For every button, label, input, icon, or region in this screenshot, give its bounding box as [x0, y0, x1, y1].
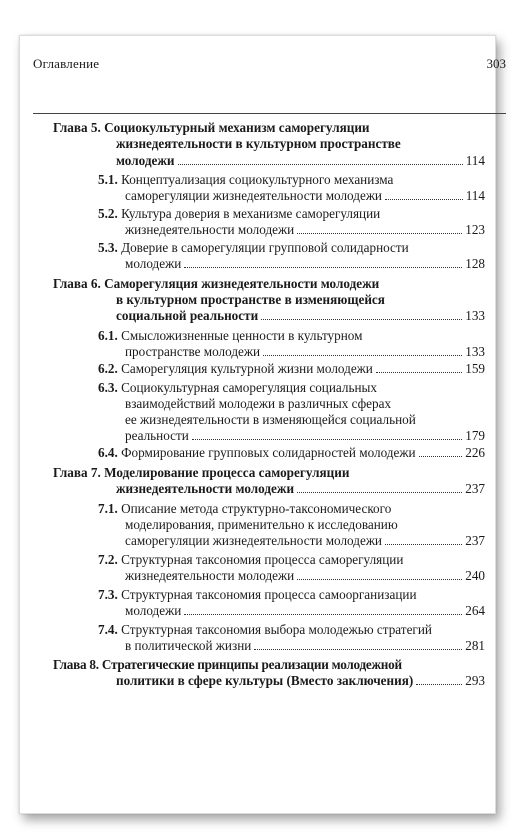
chapter-5-leader: [116, 153, 485, 169]
page-number: 226: [465, 445, 485, 460]
chapter-5-title-cont: жизнедеятельности в культурном пространстве: [116, 136, 401, 151]
section-5-3: [98, 240, 409, 256]
page-number: 133: [465, 344, 485, 359]
page-number: 114: [465, 153, 485, 168]
section-title-end: жизнедеятельности молодежи: [125, 568, 295, 583]
section-7-2: [98, 552, 403, 568]
chapter-6-title-cont: в культурном пространстве в изменяющейся: [116, 292, 385, 307]
section-7-2-leader: [125, 568, 485, 584]
section-title-end: молодежи: [125, 256, 182, 271]
chapter-7-title: Глава 7. Моделирование процесса саморегуляции: [53, 465, 350, 480]
page-number: 264: [465, 603, 485, 618]
section-title-end: реальности: [125, 428, 189, 443]
page-number: 240: [465, 568, 485, 583]
section-number: 7.4.: [98, 622, 118, 637]
section-6-1: [98, 328, 362, 344]
section-5-2-leader: [125, 222, 485, 238]
section-title: Структурная таксономия процесса самоорганизации: [121, 587, 417, 602]
dot-leader: [192, 438, 462, 440]
section-6-3-cont2: ее жизнедеятельности в изменяющейся социальной: [125, 412, 416, 427]
chapter-7-title-end: жизнедеятельности молодежи: [116, 481, 295, 496]
section-title-end: жизнедеятельности молодежи: [125, 222, 295, 237]
section-6-3-cont: взаимодействий молодежи в различных сферах: [125, 396, 392, 411]
section-title-end: пространстве молодежи: [125, 344, 261, 359]
section-number: 6.1.: [98, 328, 118, 343]
dot-leader: [297, 578, 462, 580]
section-title: Культура доверия в механизме саморегуляции: [121, 206, 381, 221]
dot-leader: [261, 318, 462, 320]
dot-leader: [178, 163, 463, 165]
section-title-end: саморегуляции жизнедеятельности молодежи: [125, 188, 382, 203]
section-7-4-leader: [125, 638, 485, 654]
section-6-1-leader: [125, 344, 485, 360]
section-number: 7.1.: [98, 501, 118, 516]
dot-leader: [184, 266, 462, 268]
section-number: 7.3.: [98, 587, 118, 602]
section-7-4: [98, 622, 432, 638]
chapter-5-title: Глава 5. Социокультурный механизм саморегуляции: [53, 120, 370, 135]
page-number: 128: [465, 256, 485, 271]
dot-leader: [416, 683, 462, 685]
section-6-3-leader: [125, 428, 485, 444]
section-6-3: [98, 380, 377, 396]
section-7-1: [98, 501, 391, 517]
section-title: Доверие в саморегуляции групповой солидарности: [121, 240, 409, 255]
section-title: Саморегуляция культурной жизни молодежи: [121, 361, 373, 376]
section-title: Структурная таксономия выбора молодежью стратегий: [121, 622, 432, 637]
section-6-2-leader: [98, 361, 485, 377]
section-number: 5.3.: [98, 240, 118, 255]
section-7-3: [98, 587, 417, 603]
section-title: Социокультурная саморегуляция социальных: [121, 380, 377, 395]
chapter-5-title-end: молодежи: [116, 153, 175, 168]
section-5-1-leader: [125, 188, 485, 204]
chapter-6-title: Глава 6. Саморегуляция жизнедеятельности молодежи: [53, 276, 380, 291]
header-page-number: 303: [486, 56, 506, 71]
page-number: 114: [465, 188, 485, 203]
section-title: Концептуализация социокультурного механизма: [121, 172, 394, 187]
section-title-end: саморегуляции жизнедеятельности молодежи: [125, 533, 382, 548]
chapter-8-title: Глава 8. Стратегические принципы реализации молодежной: [53, 657, 402, 672]
chapter-8-leader: [116, 673, 485, 689]
dot-leader: [419, 455, 463, 457]
section-title-end: молодежи: [125, 603, 182, 618]
chapter-7-leader: [116, 481, 485, 497]
page-number: 123: [465, 222, 485, 237]
dot-leader: [263, 354, 462, 356]
page-number: 159: [465, 361, 485, 376]
section-title: Описание метода структурно-таксономического: [121, 501, 392, 516]
page-number: 179: [465, 428, 485, 443]
page-number: 133: [465, 308, 485, 323]
section-title-end: в политической жизни: [125, 638, 252, 653]
dot-leader: [385, 198, 463, 200]
section-7-1-cont: моделирования, применительно к исследованию: [125, 517, 398, 532]
dot-leader: [184, 613, 462, 615]
section-title: Структурная таксономия процесса саморегуляции: [121, 552, 404, 567]
section-7-3-leader: [125, 603, 485, 619]
page-number: 237: [465, 533, 485, 548]
section-number: 6.3.: [98, 380, 118, 395]
section-number: 5.1.: [98, 172, 118, 187]
page-number: 281: [465, 638, 485, 653]
section-5-1: [98, 172, 393, 188]
chapter-6-title-end: социальной реальности: [116, 308, 259, 323]
section-5-2: [98, 206, 380, 222]
dot-leader: [297, 491, 462, 493]
page-number: 293: [465, 673, 485, 688]
section-title: Формирование групповых солидарностей молодежи: [121, 445, 416, 460]
section-number: 6.2.: [98, 361, 118, 376]
section-number: 5.2.: [98, 206, 118, 221]
section-6-4-leader: [98, 445, 485, 461]
dot-leader: [385, 543, 462, 545]
dot-leader: [297, 232, 462, 234]
dot-leader: [254, 648, 462, 650]
section-7-1-leader: [125, 533, 485, 549]
dot-leader: [376, 371, 462, 373]
chapter-6-leader: [116, 308, 485, 324]
section-title: Смысложизненные ценности в культурном: [121, 328, 363, 343]
chapter-8-title-end: политики в сфере культуры (Вместо заключения): [116, 673, 414, 688]
section-5-3-leader: [125, 256, 485, 272]
section-number: 7.2.: [98, 552, 118, 567]
page-number: 237: [465, 481, 485, 496]
section-number: 6.4.: [98, 445, 118, 460]
header-title: Оглавление: [33, 56, 100, 71]
